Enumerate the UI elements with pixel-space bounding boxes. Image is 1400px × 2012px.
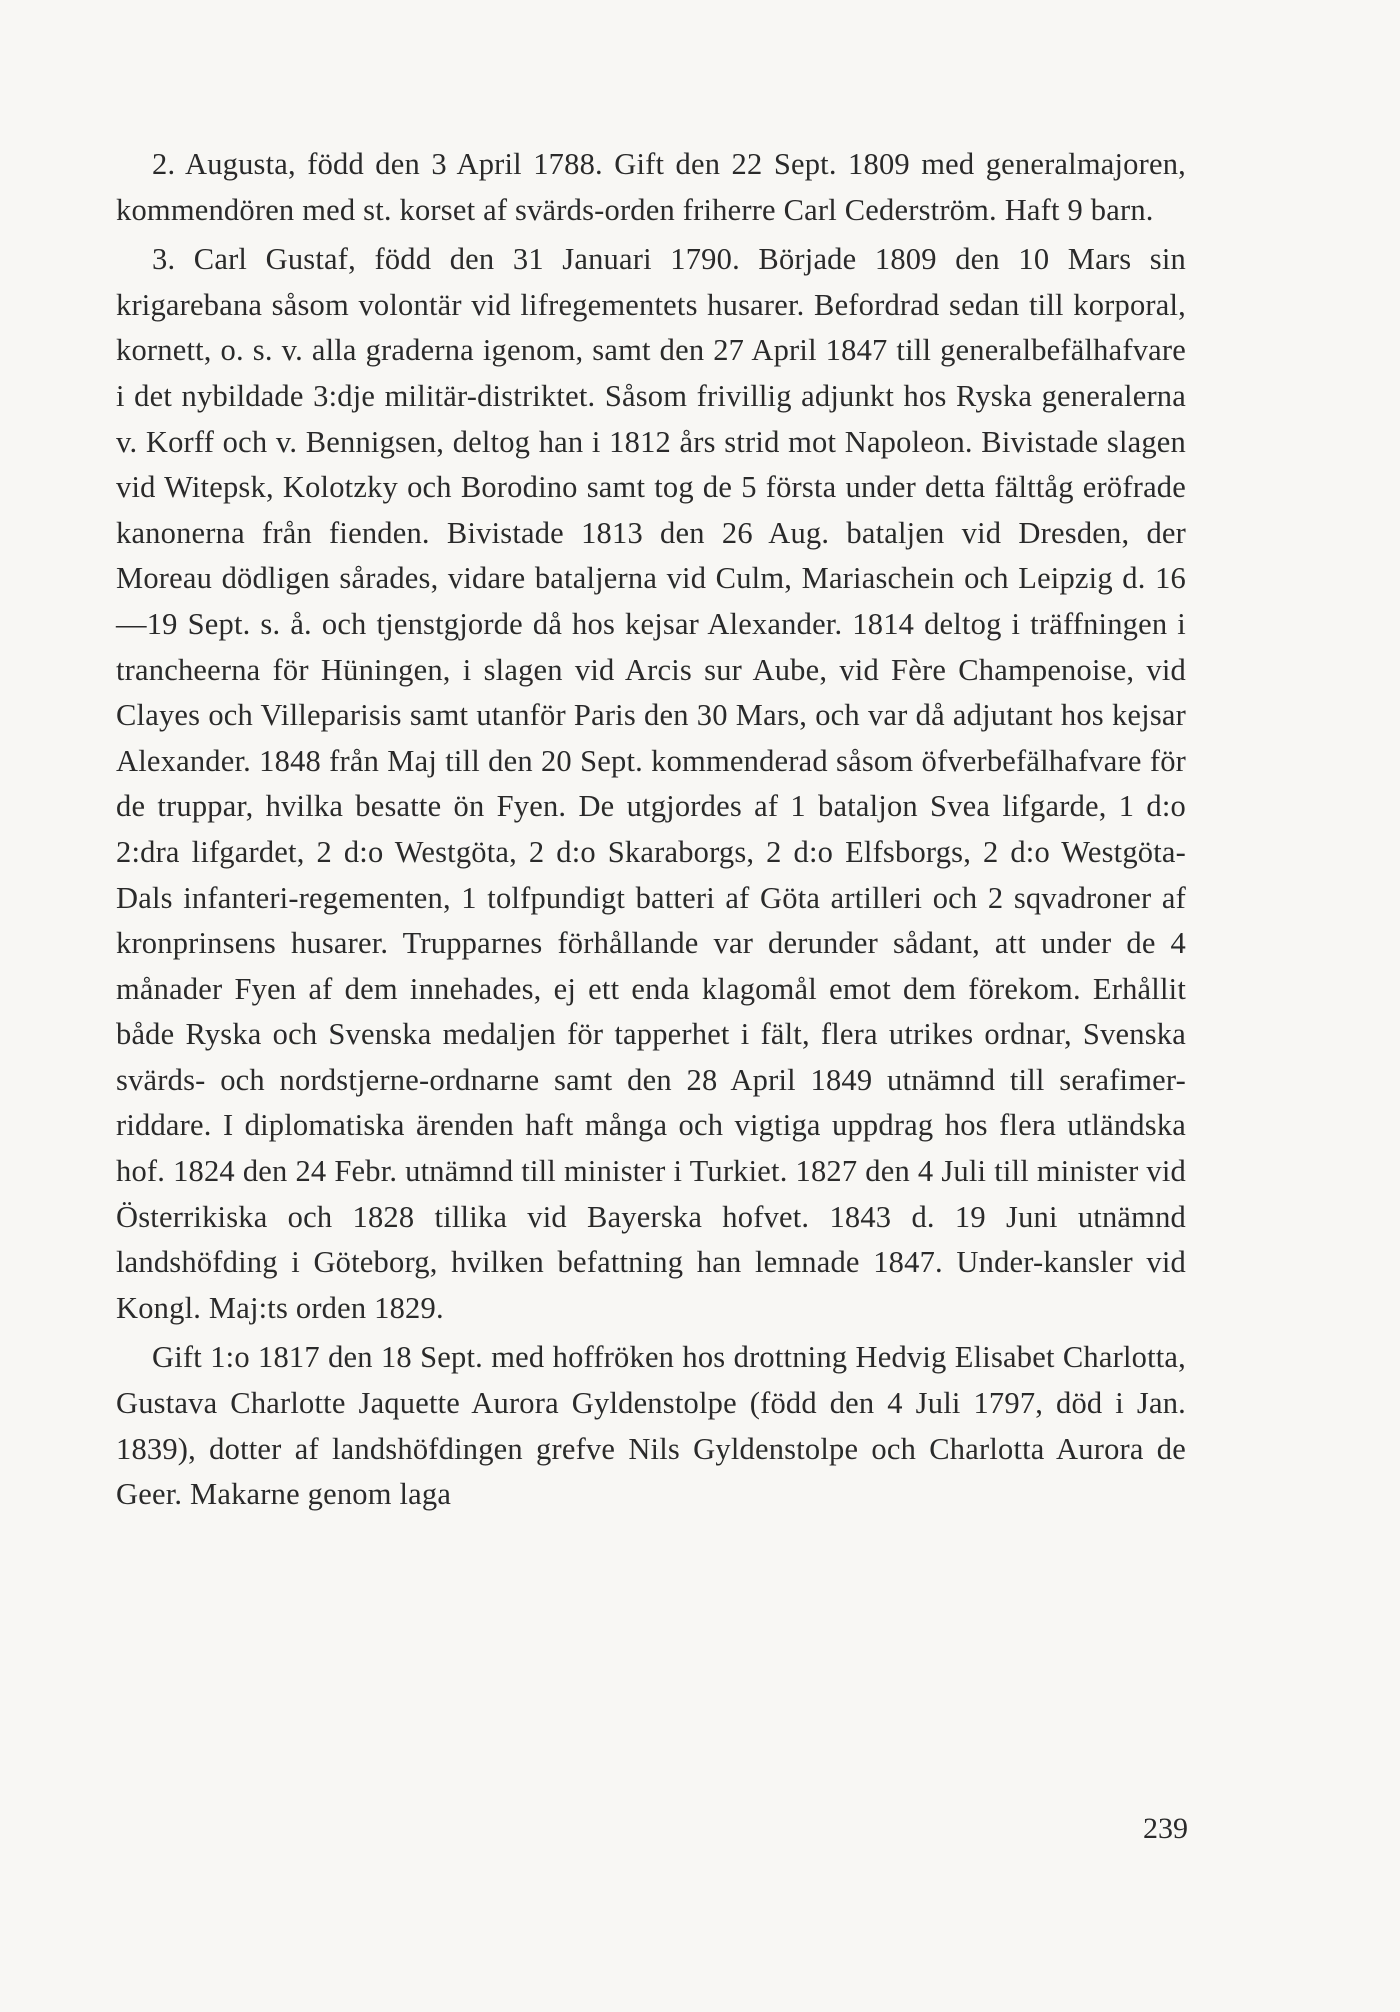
body-text — [116, 142, 1186, 1518]
paragraph-carl-gustaf: 3. Carl Gustaf, född den 31 Januari 1790. Började 1809 den 10 Mars sin krigarebana såsom volontär vid lifregementets husarer. Befordrad sedan till korporal, kornett, o. s. v. alla graderna igenom, samt den 27 April 1847 till generalbefälhafvare i det nybildade 3:dje militär-distriktet. Såsom frivillig adjunkt hos Ryska generalerna v. Korff och v. Bennigsen, deltog han i 1812 års strid mot Napoleon. Bivistade slagen vid Witepsk, Kolotzky och Borodino samt tog de 5 första under detta fälttåg eröfrade kanonerna från fienden. Bivistade 1813 den 26 Aug. bataljen vid Dresden, der Moreau dödligen sårades, vidare bataljerna vid Culm, Mariaschein och Leipzig d. 16—19 Sept. s. å. och tjenstgjorde då hos kejsar Alexander. 1814 deltog i träffningen i trancheerna för Hüningen, i slagen vid Arcis sur Aube, vid Fère Champenoise, vid Clayes och Villeparisis samt utanför Paris den 30 Mars, och var då adjutant hos kejsar Alexander. 1848 från Maj till den 20 Sept. kommenderad såsom öfverbefälhafvare för de truppar, hvilka besatte ön Fyen. De utgjordes af 1 bataljon Svea lifgarde, 1 d:o 2:dra lifgardet, 2 d:o Westgöta, 2 d:o Skaraborgs, 2 d:o Elfsborgs, 2 d:o Westgöta-Dals infanteri-regementen, 1 tolfpundigt batteri af Göta artilleri och 2 sqvadroner af kronprinsens husarer. Trupparnes förhållande var derunder sådant, att under de 4 månader Fyen af dem innehades, ej ett enda klagomål emot dem förekom. Erhållit både Ryska och Svenska medaljen för tapperhet i fält, flera utrikes ordnar, Svenska svärds- och nordstjerne-ordnarne samt den 28 April 1849 utnämnd till serafimer-riddare. I diplomatiska ärenden haft många och vigtiga uppdrag hos flera utländska hof. 1824 den 24 Febr. utnämnd till minister i Turkiet. 1827 den 4 Juli till minister vid Österrikiska och 1828 tillika vid Bayerska hofvet. 1843 d. 19 Juni utnämnd landshöfding i Göteborg, hvilken befattning han lemnade 1847. Under-kansler vid Kongl. Maj:ts orden 1829. — [116, 242, 1186, 1325]
page-number: 239 — [1143, 1812, 1188, 1845]
paragraph-augusta: 2. Augusta, född den 3 April 1788. Gift den 22 Sept. 1809 med generalmajoren, kommendören med st. korset af svärds-orden friherre Carl Cederström. Haft 9 barn. — [116, 147, 1186, 227]
paragraph-marriage: Gift 1:o 1817 den 18 Sept. med hoffröken hos drottning Hedvig Elisabet Charlotta, Gustava Charlotte Jaquette Aurora Gyldenstolpe (född den 4 Juli 1797, död i Jan. 1839), dotter af landshöfdingen grefve Nils Gyldenstolpe och Charlotta Aurora de Geer. Makarne genom laga — [116, 1340, 1186, 1512]
